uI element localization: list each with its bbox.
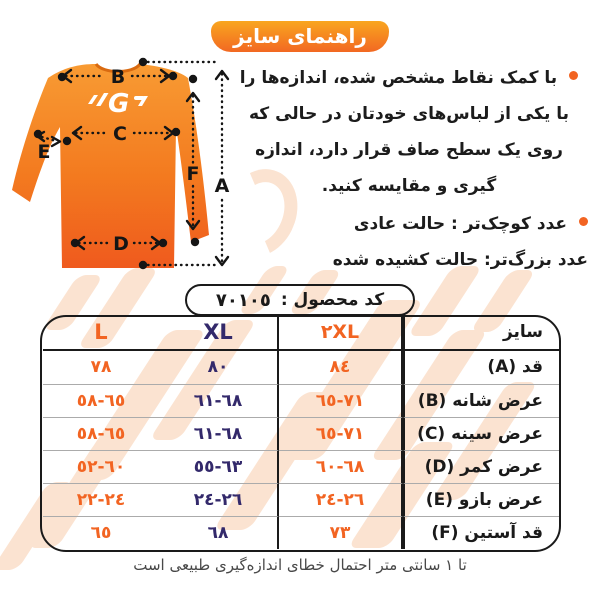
instruction-number-meaning [230, 206, 588, 278]
larger-number-note: عدد بزرگ‌تر: حالت کشیده شده [332, 250, 588, 270]
product-code-pill [185, 284, 415, 316]
col-header-2xl: ٢XL [279, 317, 403, 351]
row-label-waist-d: عرض کمر (D) [403, 450, 559, 483]
value-a-l: ٧٨ [90, 357, 112, 377]
value-c-l: ٥٨-٦٥ [43, 417, 159, 450]
value-c-xl: ٦١-٦٨ [159, 417, 279, 450]
value-d-xl: ٥٥-٦٣ [159, 450, 279, 483]
shirt-measurement-diagram [8, 52, 238, 287]
col-header-size: سایز [403, 317, 559, 351]
svg-text:G: G [108, 89, 130, 119]
value-c-2xl: ٦٥-٧١ [279, 417, 403, 450]
row-label-chest-c: عرض سینه (C) [403, 417, 559, 450]
value-f-xl: ٦٨ [159, 516, 279, 549]
value-e-2xl: ٢٤-٢٦ [279, 483, 403, 516]
value-f-l: ٦٥ [43, 516, 159, 549]
value-b-l: ٥٨-٦٥ [43, 384, 159, 417]
page-title: راهنمای سایز [211, 21, 389, 52]
label-B: B [110, 66, 126, 88]
value-e-xl: ٢٤-٢٦ [159, 483, 279, 516]
instruction-measure-text: با کمک نقاط مشخص شده، اندازه‌ها را با یکی از لباس‌های خودتان در حالی که روی یک سطح صاف قرار دارد، اندازه گیری و مقایسه کنید. [239, 68, 570, 196]
row-label-arm-e: عرض بازو (E) [403, 483, 559, 516]
value-d-l: ٥٢-٦۰ [43, 450, 159, 483]
instruction-measure [236, 60, 582, 204]
value-b-xl: ٦١-٦٨ [159, 384, 279, 417]
label-D: D [113, 233, 129, 255]
size-table [40, 315, 561, 552]
label-C: C [113, 123, 127, 145]
label-E: E [37, 141, 51, 163]
col-header-l: L [43, 317, 159, 351]
bullet-icon [579, 217, 588, 226]
row-label-shoulder-b: عرض شانه (B) [403, 384, 559, 417]
row-label-sleeve-f: قد آستین (F) [403, 516, 559, 549]
value-a-xl: ٨۰ [159, 351, 279, 384]
smaller-number-note: عدد کوچک‌تر : حالت عادی [353, 214, 567, 234]
value-b-2xl: ٦٥-٧١ [279, 384, 403, 417]
product-code-label: کد محصول : [280, 290, 385, 310]
tolerance-note: تا ١ سانتی متر احتمال خطای اندازه‌گیری طبیعی است [133, 556, 467, 574]
product-code-value: ٧۰١۰٥ [215, 289, 271, 311]
value-f-2xl: ٧٣ [279, 516, 403, 549]
bullet-icon [569, 71, 578, 80]
label-F: F [186, 163, 200, 185]
label-A: A [214, 175, 230, 197]
col-header-xl: XL [159, 317, 279, 351]
value-e-l: ٢٢-٢٤ [43, 483, 159, 516]
value-a-2xl: ٨٤ [279, 351, 403, 384]
value-d-2xl: ٦۰-٦٨ [279, 450, 403, 483]
row-label-height-a: قد (A) [403, 351, 559, 384]
